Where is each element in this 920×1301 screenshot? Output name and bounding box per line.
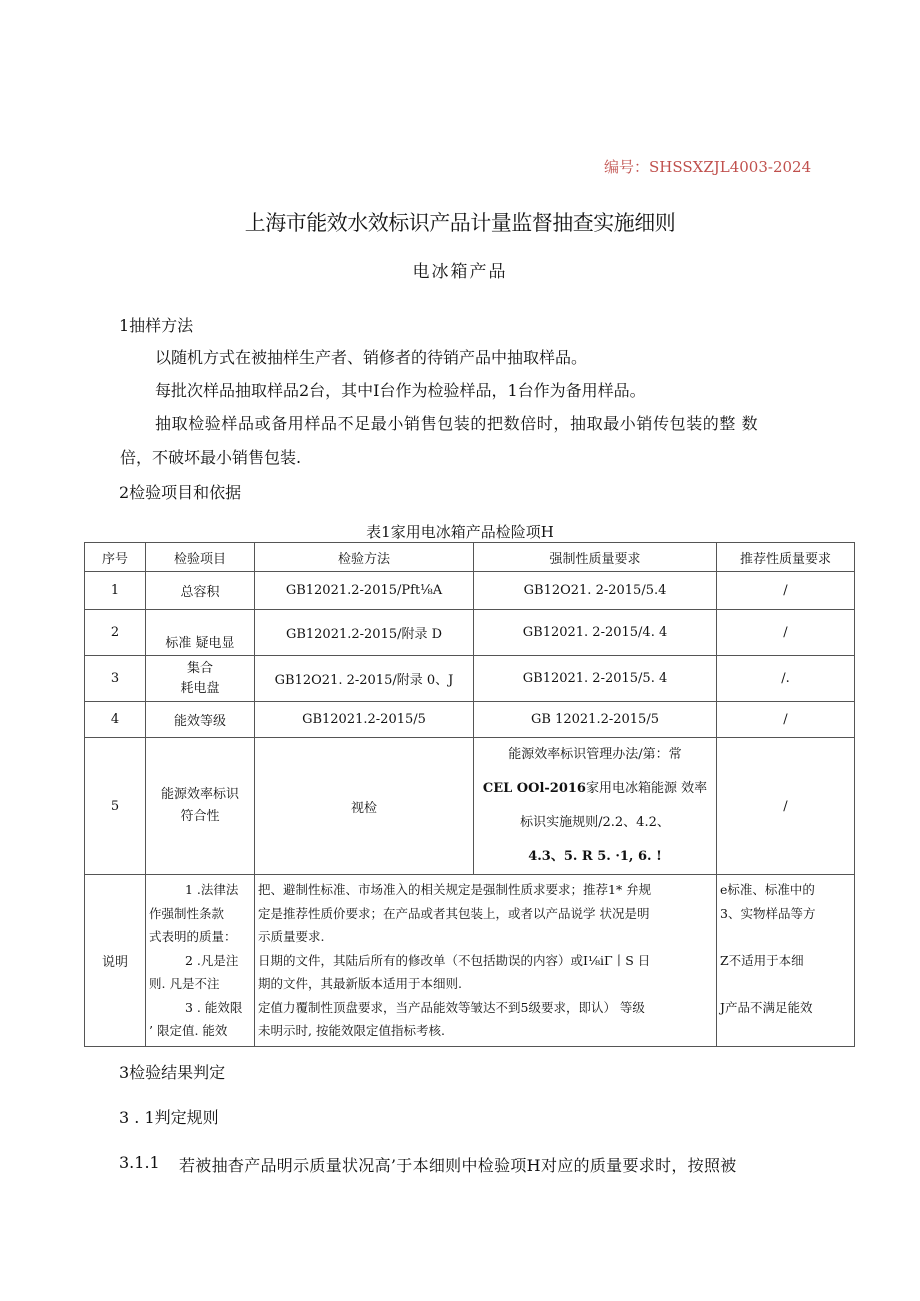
note-c-line: 定是推荐性质价要求；在产品或者其包装上，或者以产品说学 状况是明: [258, 905, 650, 921]
clause-number: 3.1.1: [119, 1153, 160, 1172]
section3-subheading: 3 . 1判定规则: [119, 1108, 219, 1127]
row-method: 视检: [255, 738, 474, 875]
section1-paragraph-1: 以随机方式在被抽样生产者、销修者的待销产品中抽取样品。: [155, 348, 588, 367]
note-c-line: 期的文件，其最新版本适用于本细则.: [258, 976, 462, 991]
clause-text: 若被抽杳产品明示质量状况高’于本细则中检验项H对应的质量要求时，按照被: [179, 1156, 737, 1175]
document-title: 上海市能效水效标识产品计量监督抽查实施细则: [244, 211, 676, 235]
section3-heading: 3检验结果判定: [119, 1063, 226, 1082]
row-mandatory: GB12O21. 2-2015/5.4: [474, 572, 717, 610]
table-row: [85, 656, 855, 702]
note-b-line: 则. 凡是不注: [149, 976, 220, 991]
table-row: [85, 572, 855, 610]
row-item: 标准 疑电显: [146, 610, 255, 656]
note-d-line: Z不适用于本细: [720, 952, 804, 968]
document-subtitle: 电冰箱产品: [412, 262, 508, 282]
row-recommended: /: [717, 702, 855, 738]
table-header-row: [85, 543, 855, 572]
section1-paragraph-2: 每批次样品抽取样品2台，其中I台作为检验样品，1台作为备用样品。: [155, 381, 646, 400]
inspection-items-table: [84, 542, 855, 1047]
mandatory-line-2: [477, 772, 713, 806]
row-method: GB12021.2-2015/5: [255, 702, 474, 738]
note-b-line: ’ 限定值. 能效: [149, 1023, 228, 1038]
row-recommended: /: [717, 610, 855, 656]
note-b-line: 2 .凡是注: [185, 952, 239, 968]
mandatory-line-1: 能源效率标识管理办法/第：常: [508, 747, 682, 762]
note-c-line: 示质量要求.: [258, 929, 325, 944]
row-item: [146, 738, 255, 875]
row-item: [146, 656, 255, 702]
row-no: 4: [85, 702, 146, 738]
note-d-line: [720, 972, 851, 996]
section1-heading: 1抽样方法: [119, 316, 194, 335]
row-no: 2: [85, 610, 146, 656]
note-d-line: e标准、标准中的: [720, 882, 815, 897]
section1-paragraph-3: 抽取检验样品或备用样品不足最小销售包装的把数倍时，抽取最小销传包装的整 数: [155, 414, 759, 433]
table-row: [85, 610, 855, 656]
row-method: GB12O21. 2-2015/附录 0、J: [255, 656, 474, 702]
row-method: GB12021.2-2015/Pft⅛A: [255, 572, 474, 610]
note-c-line: 定值力覆制性顶盘要求，当产品能效等皱达不到5级要求，即认） 等级: [258, 999, 645, 1015]
note-col-c: [255, 875, 717, 1047]
note-c-line: 未明示时, 按能效限定值指标考核.: [258, 1023, 445, 1038]
row-mandatory: GB12021. 2-2015/4. 4: [474, 610, 717, 656]
mandatory-line-4: 4.3、5. R 5. ·1, 6. !: [528, 849, 662, 864]
document-number: 编号：SHSSXZJL4003-2024: [604, 158, 812, 176]
note-col-b: [146, 875, 255, 1047]
note-d-line: J产品不满足能效: [720, 999, 813, 1015]
note-c-line: 把、避制性标准、市场准入的相关规定是强制性质求要求；推荐1* 弁规: [258, 882, 652, 897]
mandatory-line-3: 标识实施规则/2.2、4.2、: [520, 815, 670, 830]
row-mandatory: GB12021. 2-2015/5. 4: [474, 656, 717, 702]
row-mandatory: GB 12021.2-2015/5: [474, 702, 717, 738]
section2-heading: 2检验项目和依据: [119, 483, 242, 502]
row-recommended: /: [717, 572, 855, 610]
row-item: 总容积: [146, 572, 255, 610]
row-mandatory: [474, 738, 717, 875]
note-b-line: 作强制性条款: [149, 905, 225, 921]
header-item: 检验项目: [146, 543, 255, 572]
mandatory-line-2-text: 家用电冰箱能源 效率: [585, 781, 708, 796]
note-c-line: 日期的文件，其陆后所有的修改单（不包括勘误的内容）或I⅛iΓ丨S 日: [258, 952, 651, 968]
header-mandatory: 强制性质量要求: [474, 543, 717, 572]
note-d-line: 3、实物样品等方: [720, 905, 816, 921]
section1-paragraph-3-cont: 倍，不破坏最小销售包装.: [120, 448, 302, 467]
row-no: 5: [85, 738, 146, 875]
header-method: 检验方法: [255, 543, 474, 572]
table-caption: 表1家用电冰箱产品检险项H: [366, 523, 554, 541]
table-row: [85, 738, 855, 875]
note-row: [85, 875, 855, 1047]
row-item-line-1: 能源效率标识: [160, 787, 239, 802]
row-item-line-2: 耗电盘: [180, 680, 220, 696]
note-b-line: 3 . 能效限: [185, 999, 243, 1015]
header-recommended: 推荐性质量要求: [717, 543, 855, 572]
row-recommended: /.: [717, 656, 855, 702]
row-method: GB12021.2-2015/附录 D: [255, 610, 474, 656]
row-item: 能效等级: [146, 702, 255, 738]
row-no: 1: [85, 572, 146, 610]
note-b-line: 式表明的质量：: [149, 929, 237, 944]
note-col-d: [717, 875, 855, 1047]
note-b-line: 1 .法律法: [185, 882, 239, 897]
row-recommended: /: [717, 738, 855, 875]
table-row: [85, 702, 855, 738]
header-no: 序号: [85, 543, 146, 572]
note-label: 说明: [85, 875, 146, 1047]
row-no: 3: [85, 656, 146, 702]
row-item-line-2: 符合性: [180, 809, 220, 824]
row-item-line-1: 集合: [186, 660, 213, 676]
mandatory-line-2-code: CEL OOl-2016: [482, 781, 586, 796]
note-d-line: [720, 925, 851, 949]
